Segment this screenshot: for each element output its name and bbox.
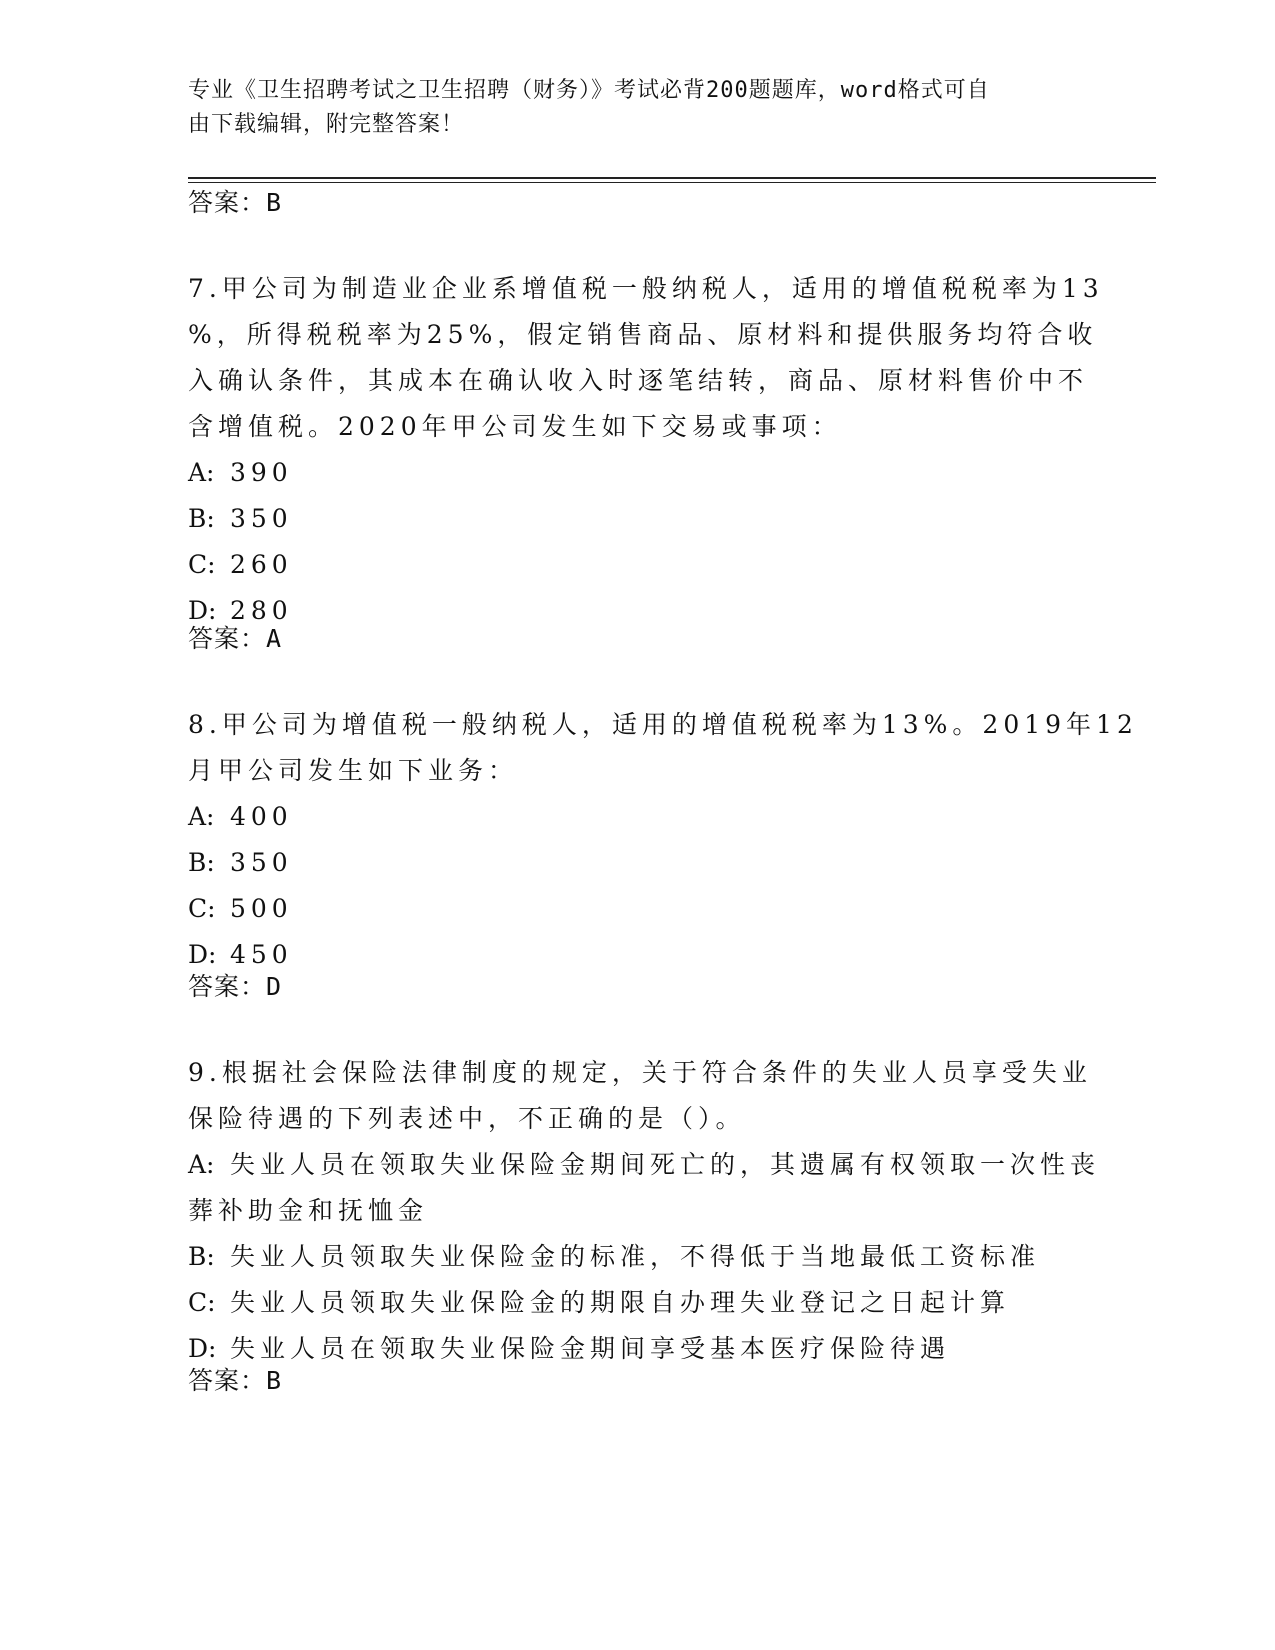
question-7-answer: 答案：A (188, 624, 283, 653)
question-8-option-a: A: 400 (188, 802, 293, 831)
header-line-2: 由下载编辑，附完整答案！ (188, 112, 465, 137)
question-7-option-b: B: 350 (188, 504, 293, 533)
previous-answer: 答案：B (188, 188, 283, 217)
question-7-line-2: %，所得税税率为25%，假定销售商品、原材料和提供服务均符合收 (188, 320, 1098, 349)
question-7-line-1: 7.甲公司为制造业企业系增值税一般纳税人，适用的增值税税率为13 (188, 274, 1104, 303)
question-9-line-1: 9.根据社会保险法律制度的规定，关于符合条件的失业人员享受失业 (188, 1058, 1092, 1087)
question-9 (188, 1050, 1101, 1372)
question-7-line-4: 含增值税。2020年甲公司发生如下交易或事项： (188, 412, 842, 441)
header-line-1: 专业《卫生招聘考试之卫生招聘（财务）》考试必背200题题库，word格式可自 (188, 78, 990, 103)
question-7-option-c: C: 260 (188, 550, 293, 579)
question-9-option-d: D: 失业人员在领取失业保险金期间享受基本医疗保险待遇 (188, 1334, 951, 1363)
question-9-option-c: C: 失业人员领取失业保险金的期限自办理失业登记之日起计算 (188, 1288, 1011, 1317)
question-8-option-b: B: 350 (188, 848, 293, 877)
question-7-line-3: 入确认条件，其成本在确认收入时逐笔结转，商品、原材料售价中不 (188, 366, 1089, 395)
header-rule-thick (188, 177, 1156, 179)
question-9-option-a: A: 失业人员在领取失业保险金期间死亡的，其遗属有权领取一次性丧 (188, 1150, 1101, 1179)
question-7 (188, 266, 1104, 634)
question-8-answer: 答案：D (188, 972, 283, 1001)
question-7-option-d: D: 280 (188, 596, 293, 625)
question-9-line-2: 保险待遇的下列表述中，不正确的是（）。 (188, 1104, 746, 1133)
question-8-line-1: 8.甲公司为增值税一般纳税人，适用的增值税税率为13%。2019年12 (188, 710, 1138, 739)
question-9-answer: 答案：B (188, 1366, 283, 1395)
question-8 (188, 702, 1138, 978)
question-9-option-a-continued: 葬补助金和抚恤金 (188, 1196, 429, 1225)
question-8-line-2: 月甲公司发生如下业务： (188, 756, 519, 785)
document-header (188, 74, 1068, 142)
question-9-option-b: B: 失业人员领取失业保险金的标准，不得低于当地最低工资标准 (188, 1242, 1041, 1271)
question-8-option-c: C: 500 (188, 894, 293, 923)
header-rule-thin (188, 182, 1156, 183)
question-8-option-d: D: 450 (188, 940, 293, 969)
question-7-option-a: A: 390 (188, 458, 293, 487)
